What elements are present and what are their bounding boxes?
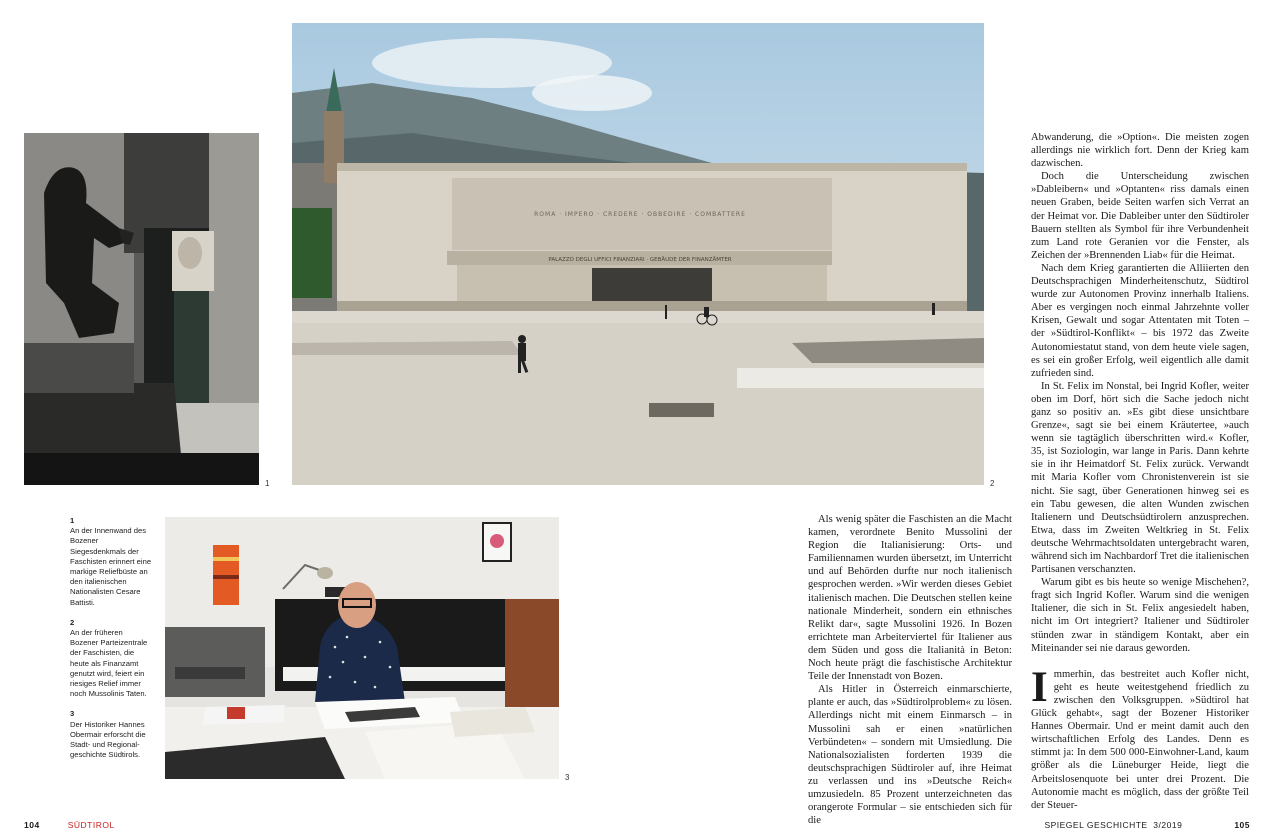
statue-photo-icon [24, 133, 259, 485]
caption-text: Der Historiker Hannes Obermair erforscht die Stadt- und Regionalgeschichte Südtirols. [70, 719, 146, 760]
page-number-right: 105 [1234, 820, 1250, 830]
paragraph: In St. Felix im Nonstal, bei Ingrid Kofler, weiter oben im Dorf, hört sich die Sache jedoch nicht ganz so positiv an. »Es gibt diese unsichtbare Grenze«, sagt sie bei einem Kräutertee, »auch wenn sie tagtäglich überschritten wird.« Kofler, 35, ist Soziologin, war lange in Paris. Dann kehrte sie in ihr Heimatdorf St. Felix zurück. Verwandt mit Maria Kofler vom Chronistenverein ist sie nicht. Sie sagt, über Generationen hinweg sei es ein Tabu gewesen, die alten Wunden zwischen Italienern und Deutschsüdtirolern anzusprechen. Etwa, dass im Zweiten Weltkrieg in St. Felix deutsche Wehrmachtsoldaten untergebracht waren, während sich im Nachbardorf Tret die italienischen Partisanen verschanzten. [1031, 380, 1249, 576]
paragraph: Warum gibt es bis heute so wenige Mischehen?, fragt sich Ingrid Kofler. Warum sind die wenigen Italiener, die sich in St. Felix angesiedelt haben, nicht im Ort integriert? Italiener und Südtiroler stünden zwar in ständigem Kontakt, aber ein Miteinander sei nie daraus geworden. [1031, 577, 1249, 654]
caption-text: An der Innenwand des Bozener Siegesdenkmals der Faschisten erinnert eine markige Reliefbüste an den italienischen Nationalisten Cesare Battisti. [70, 526, 152, 607]
article-column-2 [1031, 131, 1249, 812]
historian-at-desk-photo-icon [165, 517, 559, 779]
caption-1 [70, 516, 152, 608]
palazzo-photo [292, 23, 984, 485]
caption-2 [70, 618, 152, 700]
figure-number-3: 3 [565, 773, 570, 782]
article-column-1 [808, 513, 1012, 827]
historian-photo [165, 517, 559, 779]
caption-number: 2 [70, 617, 75, 627]
footer-right [1044, 820, 1250, 830]
footer-left [24, 820, 115, 830]
page-number-left: 104 [24, 820, 40, 830]
frieze-text: PALAZZO DEGLI UFFICI FINANZIARI · GEBÄUDE DER FINANZÄMTER [548, 257, 732, 263]
dropcap: I [1031, 663, 1048, 711]
palace-square-photo-icon [292, 23, 984, 485]
caption-number: 3 [70, 709, 75, 719]
paragraph-text: mmerhin, das bestreitet auch Kofler nicht, geht es heute weitestgehend friedlich zu zwischen den Volksgruppen. »Südtirol hat Glück gehabt«, sagt der Bozener Historiker Hannes Obermair. Und er meint damit auch den wirtschaftlichen Erfolg des Landes. Denn es stimmt ja: In dem 500 000-Einwohner-Land, kaum größer als die Lüneburger Heide, liegt die Arbeitslosenquote bei unter drei Prozent. Die Autonomie macht es möglich, dass der größte Teil der Steuer- [1031, 668, 1249, 811]
svg-text:ROMA · IMPERO · CREDERE · OBBE: ROMA · IMPERO · CREDERE · OBBEDIRE · COMBATTERE [534, 211, 746, 218]
caption-3 [70, 709, 152, 760]
paragraph: Abwanderung, die »Option«. Die meisten zogen allerdings nie wirklich fort. Denn der Krieg kam dazwischen. [1031, 132, 1249, 170]
figure-number-1: 1 [265, 479, 270, 488]
photo-captions [70, 516, 152, 770]
section-label: SÜDTIROL [67, 820, 115, 830]
figure-number-2: 2 [990, 479, 995, 488]
paragraph: Doch die Unterscheidung zwischen »Dableibern« und »Optanten« riss damals einen neuen Graben, beide Seiten warfen sich Verrat an der Heimat vor. Die Dableiber unter den Südtiroler Bauern stellten als Symbol für ihre Verbundenheit zum Land rote Geranien vor die Fenster, als Zeichen der »Brennenden Liab« für die Heimat. [1031, 171, 1249, 261]
caption-text: An der früheren Bozener Parteizentrale der Faschisten, die heute als Finanzamt genutzt wird, feiert ein riesiges Relief immer noch Mussolinis Taten. [70, 628, 148, 699]
monument-photo [24, 133, 259, 485]
paragraph: Als wenig später die Faschisten an die Macht kamen, verordnete Benito Mussolini der Region die Italianisierung: Orts- und Familiennamen wurden übersetzt, im Unterricht und auf Behörden durfte nur noch italienisch gesprochen werden. »Wir werden dieses Gebiet italienisch machen. Die Deutschen stellen keine nationale Minderheit, sondern ein ethnisches Relikt dar«, sagte Mussolini 1926. In Bozen errichtete man Arbeiterviertel für Italiener aus dem Süden und goss die Italianità in Beton: Noch heute prägt die faschistische Architektur Teile der Innenstadt von Bozen. [808, 514, 1012, 683]
paragraph: Als Hitler in Österreich einmarschierte, plante er auch, das »Südtirolproblem« zu lösen. Allerdings nicht mit einem Einmarsch – in Mussolini sah er einen »natürlichen Verbündeten« – sondern mit Umsiedlung. Die Nationalsozialisten forderten 1939 die deutschsprachigen Südtiroler auf, ihre Heimat zu verlassen und ins »Deutsche Reich« umzusiedeln. 85 Prozent unterzeichneten das orangerote Formular – sie entschieden sich für die [808, 684, 1012, 827]
caption-number: 1 [70, 516, 75, 525]
paragraph-with-dropcap [1031, 663, 1249, 812]
magazine-label: SPIEGEL GESCHICHTE 3/2019 [1044, 820, 1183, 830]
paragraph: Nach dem Krieg garantierten die Alliierten den Deutschsprachigen Minderheitenschutz, Südtirol wurde zur Autonomen Provinz innerhalb Italiens. Aber es vergingen noch einmal Jahrzehnte voller Krisen, Gewalt und sogar Attentaten mit Toten – der »Südtirol-Konflikt« – bis 1972 das Zweite Autonomiestatut stand, von dem heute viele sagen, es sei ein großer Erfolg, weil eigentlich alle damit zufrieden sind. [1031, 262, 1249, 379]
